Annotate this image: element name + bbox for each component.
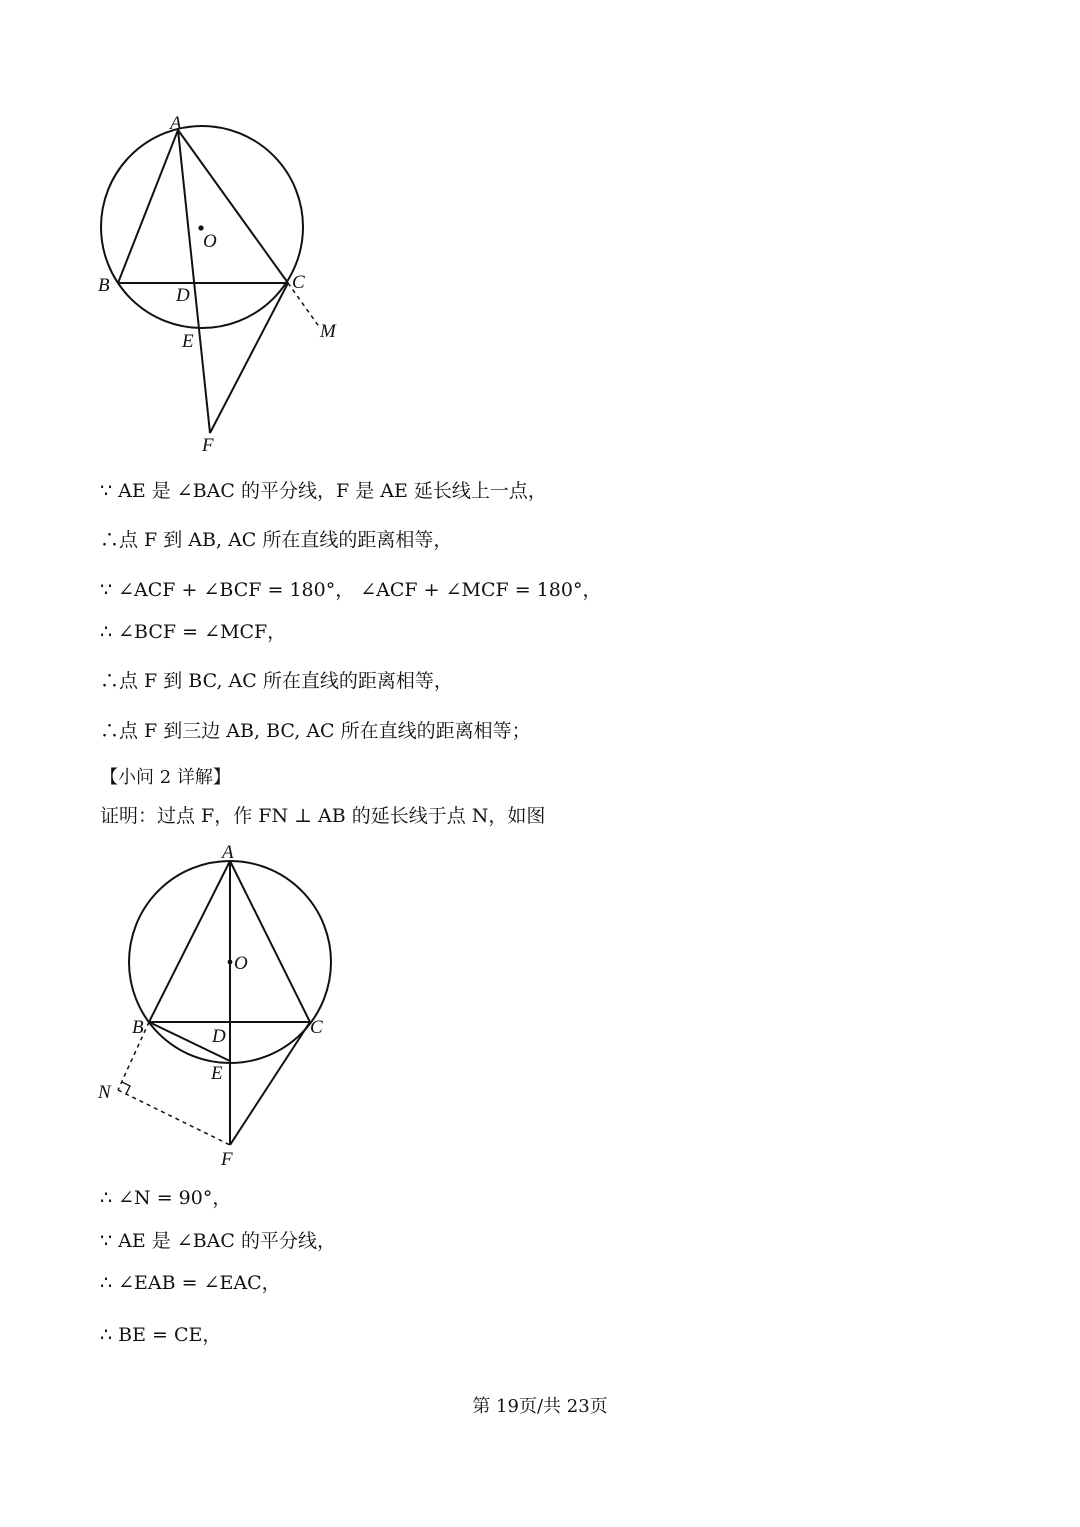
figure-1 bbox=[80, 105, 380, 465]
segment-cf bbox=[230, 1022, 310, 1145]
segment-cf bbox=[210, 283, 288, 433]
proof-line-2: ∴点 F 到 AB, AC 所在直线的距离相等， bbox=[100, 529, 453, 551]
proof-line-1: ∵ AE 是 ∠BAC 的平分线，F 是 AE 延长线上一点， bbox=[100, 480, 547, 502]
label-b: B bbox=[132, 1017, 144, 1038]
label-d: D bbox=[212, 1026, 226, 1047]
label-m: M bbox=[320, 321, 336, 342]
label-c: C bbox=[310, 1017, 323, 1038]
figure-2-svg bbox=[80, 840, 380, 1175]
segment-af bbox=[178, 130, 210, 433]
label-c: C bbox=[292, 272, 305, 293]
segment-ab bbox=[149, 861, 230, 1022]
segment-ac bbox=[230, 861, 310, 1022]
label-o: O bbox=[234, 953, 248, 974]
label-f: F bbox=[221, 1149, 233, 1170]
label-a: A bbox=[170, 113, 182, 134]
label-b: B bbox=[98, 275, 110, 296]
label-d: D bbox=[176, 285, 190, 306]
label-f: F bbox=[202, 435, 214, 456]
page-footer: 第 19页/共 23页 bbox=[472, 1396, 608, 1417]
center-point-o bbox=[198, 225, 203, 230]
label-n: N bbox=[98, 1082, 111, 1103]
segment-nf-dashed bbox=[118, 1090, 230, 1145]
label-e: E bbox=[211, 1063, 223, 1084]
part2-heading: 【小问 2 详解】 bbox=[100, 767, 231, 788]
proof-line-6: ∴点 F 到三边 AB, BC, AC 所在直线的距离相等； bbox=[100, 720, 531, 742]
figure-1-svg bbox=[80, 105, 380, 465]
proof2-line-2: ∵ AE 是 ∠BAC 的平分线， bbox=[100, 1230, 336, 1252]
segment-ab bbox=[118, 130, 178, 283]
label-a: A bbox=[222, 842, 234, 863]
right-angle-mark bbox=[122, 1082, 130, 1094]
label-e: E bbox=[182, 331, 194, 352]
figure-2 bbox=[80, 840, 380, 1175]
proof-line-5: ∴点 F 到 BC, AC 所在直线的距离相等， bbox=[100, 670, 453, 692]
proof2-line-1: ∴ ∠N = 90°， bbox=[100, 1187, 232, 1209]
label-o: O bbox=[203, 231, 217, 252]
proof2-line-4: ∴ BE = CE， bbox=[100, 1324, 222, 1346]
part2-intro: 证明：过点 F，作 FN ⊥ AB 的延长线于点 N，如图 bbox=[100, 805, 546, 827]
proof-line-4: ∴ ∠BCF = ∠MCF， bbox=[100, 621, 287, 643]
proof-line-3: ∵ ∠ACF + ∠BCF = 180°， ∠ACF + ∠MCF = 180°， bbox=[100, 579, 602, 601]
center-point-o bbox=[228, 960, 233, 965]
proof2-line-3: ∴ ∠EAB = ∠EAC， bbox=[100, 1272, 281, 1294]
